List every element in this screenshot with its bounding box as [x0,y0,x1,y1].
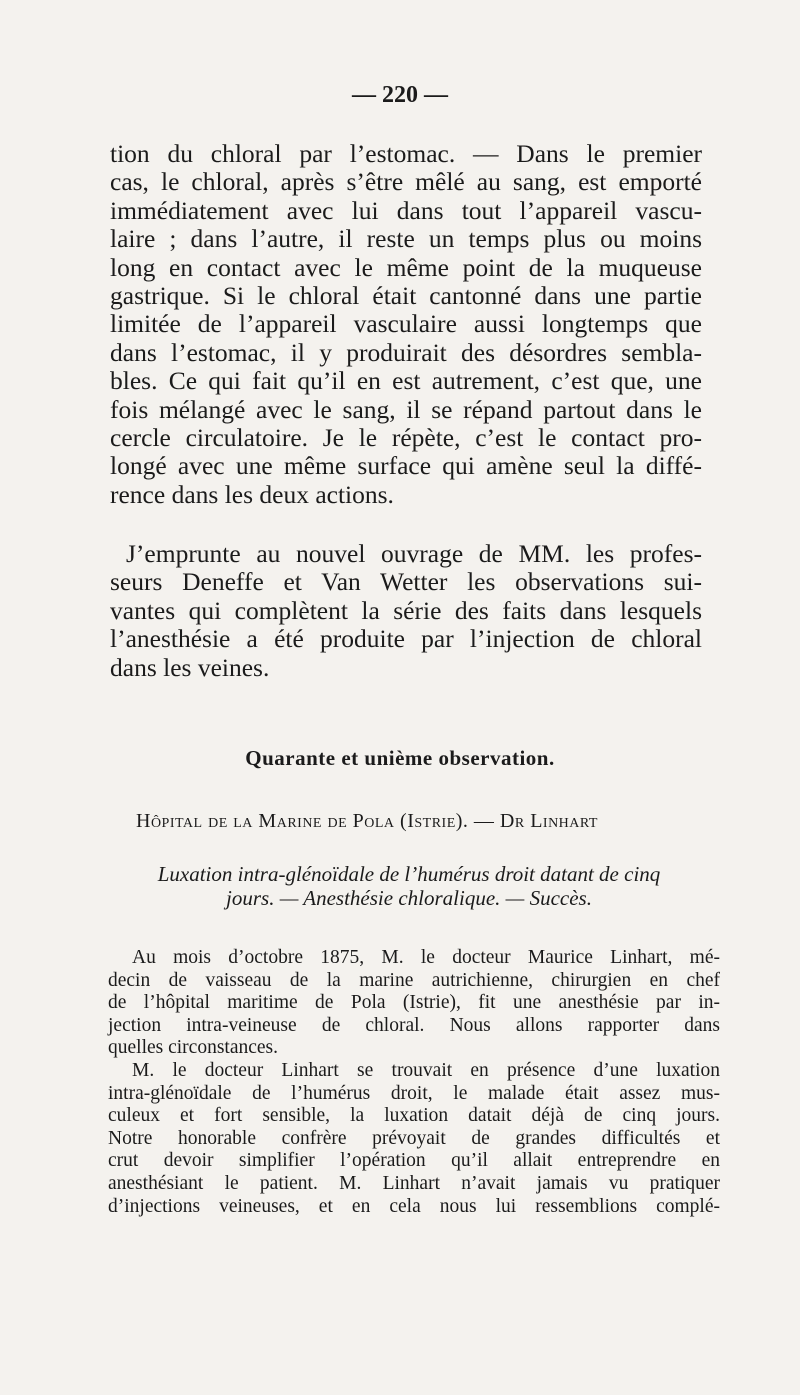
text-line: decin de vaisseau de la marine autrichienne, chirurgien en chef [108,969,720,991]
hospital-line [136,810,692,833]
text-line: M. le docteur Linhart se trouvait en présence d’une luxation [132,1059,720,1081]
text-line: crut devoir simplifier l’opération qu’il allait entreprendre en [108,1150,720,1172]
subtitle-line: Luxation intra-glénoïdale de l’humérus droit datant de cinq [157,862,661,886]
text-line: laire ; dans l’autre, il reste un temps plus ou moins [110,224,702,254]
text-line: dans les veines. [110,652,270,682]
paragraph-observations-intro [110,540,702,682]
text-line: de l’hôpital maritime de Pola (Istrie), fit une anesthésie par in- [108,992,720,1014]
text-line: Au mois d’octobre 1875, M. le docteur Maurice Linhart, mé- [132,947,720,968]
text-line: rence dans les deux actions. [110,479,394,509]
text-line: Notre honorable confrère prévoyait de grandes difficultés et [108,1127,720,1149]
text-line: intra-glénoïdale de l’humérus droit, le malade était assez mus- [108,1082,720,1104]
text-line: bles. Ce qui fait qu’il en est autrement, c’est que, une [110,366,702,396]
text-line: anesthésiant le patient. M. Linhart n’avait jamais vu pratiquer [108,1172,720,1194]
text-line: longé avec une même surface qui amène seul la diffé- [110,451,702,481]
text-line: quelles circonstances. [108,1037,279,1059]
text-line: culeux et fort sensible, la luxation datait déjà de cinq jours. [108,1105,720,1127]
text-line: fois mélangé avec le sang, il se répand partout dans le [110,394,702,424]
text-line: tion du chloral par l’estomac. — Dans le premier [110,139,702,168]
text-line: cercle circulatoire. Je le répète, c’est le contact pro- [110,423,702,453]
case-subtitle [118,862,700,910]
text-line: vantes qui complètent la série des faits dans lesquels [110,595,702,625]
page-number: — 220 — [352,82,448,108]
case-report [108,947,720,1218]
subtitle-line: jours. — Anesthésie chloralique. — Succès. [226,886,592,910]
doctor-name: Dr Linhart [499,810,598,832]
text-line: d’injections veineuses, et en cela nous lui ressemblions complé- [108,1195,720,1217]
text-line: gastrique. Si le chloral était cantonné dans une partie [110,281,702,311]
text-line: immédiatement avec lui dans tout l’appareil vascu- [110,195,702,225]
text-line: long en contact avec le même point de la muqueuse [110,252,702,282]
text-line: jection intra-veineuse de chloral. Nous allons rapporter dans [108,1014,720,1036]
text-line: dans l’estomac, il y produirait des désordres sembla- [110,337,702,367]
text-line: J’emprunte au nouvel ouvrage de MM. les profes- [126,539,702,568]
text-line: l’anesthésie a été produite par l’injection de chloral [110,624,702,654]
hospital-name: Hôpital de la Marine de Pola (Istrie). [136,810,469,832]
hospital-separator: — [473,810,495,832]
text-line: limitée de l’appareil vasculaire aussi longtemps que [110,309,702,339]
observation-title: Quarante et unième observation. [245,746,555,770]
text-line: cas, le chloral, après s’être mêlé au sang, est emporté [110,167,702,197]
paragraph-chloral-stomach [110,140,702,509]
text-line: seurs Deneffe et Van Wetter les observations sui- [110,567,702,597]
